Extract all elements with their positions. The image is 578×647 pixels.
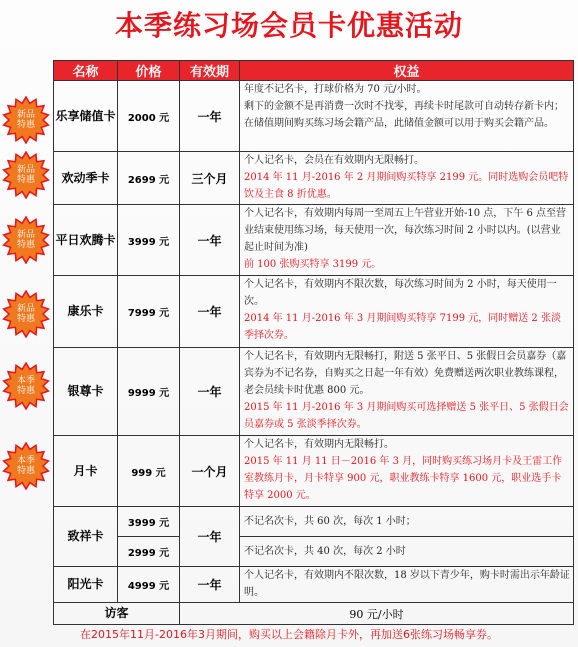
benefit-line: 个人记名卡，会员在有效期内无限畅打。 [244, 155, 424, 166]
badge-text: 新品 特惠 [16, 230, 35, 250]
promo-badge [2, 290, 50, 338]
badge-text: 新品 特惠 [16, 110, 35, 130]
card-period: 一年 [180, 81, 240, 152]
promo-badge [2, 96, 50, 144]
card-period: 一年 [180, 205, 240, 276]
promo-badge [2, 442, 50, 490]
table-row [54, 436, 574, 507]
card-benefits [240, 567, 574, 603]
table-row [54, 567, 574, 603]
benefit-line: 个人记名卡，有效期内无限畅打，附送 5 张平日、5 张假日会员嘉券（嘉宾券为不记名券，自购买之日起一年有效）免费赠送两次职业教练课程，老会员续卡时优惠 800 元。 [244, 351, 567, 396]
card-price: 2000 元 [118, 81, 180, 152]
card-benefits [240, 537, 574, 567]
card-price: 4999 元 [118, 567, 180, 603]
card-name: 平日欢腾卡 [54, 205, 118, 276]
benefit-line: 前 100 张购买特享 3199 元。 [244, 259, 382, 270]
card-benefits [240, 276, 574, 348]
card-price: 999 元 [118, 436, 180, 507]
card-price: 3999 元 [118, 205, 180, 276]
card-benefits [240, 507, 574, 537]
card-period: 一年 [180, 567, 240, 603]
card-benefits [240, 436, 574, 507]
card-price: 7999 元 [118, 276, 180, 348]
benefit-line: 不记名次卡，共 40 次，每次 2 小时 [244, 546, 406, 557]
card-price: 2999 元 [118, 537, 180, 567]
membership-table [53, 60, 574, 625]
benefit-line: 个人记名卡，有效期内不限次数，每次练习时间为 2 小时，每天使用一次。 [244, 279, 557, 307]
card-price: 2699 元 [118, 152, 180, 205]
table-row [54, 603, 574, 625]
benefit-line: 不记名次卡，共 60 次，每次 1 小时； [244, 516, 416, 527]
card-period: 一年 [180, 276, 240, 348]
card-name: 欢动季卡 [54, 152, 118, 205]
benefit-line: 年度不记名卡，打球价格为 70 元/小时。 [244, 84, 427, 95]
table-body [54, 81, 574, 625]
card-name: 阳光卡 [54, 567, 118, 603]
benefit-line: 2014 年 11 月-2016 年 3 月期间购买特享 7199 元，同时赠送 2 张淡季择次券。 [244, 313, 561, 341]
promo-badge [2, 216, 50, 264]
card-benefits [240, 81, 574, 152]
card-period: 一年 [180, 507, 240, 567]
table-row [54, 348, 574, 436]
benefit-line: 剩下的金额不是再消费一次时不找零，再续卡时尾款可自动转存新卡内；在储值期间购买练习场会籍产品，此储值金额可以用于购买会籍产品。 [244, 101, 564, 129]
visitor-price: 90 元/小时 [180, 603, 574, 625]
footer-note: 在2015年11月-2016年3月期间，购买以上会籍除月卡外，再加送6张练习场畅享券。 [80, 628, 498, 641]
header-price: 价格 [118, 61, 180, 81]
header-name: 名称 [54, 61, 118, 81]
table-header-row [54, 61, 574, 81]
card-name: 乐享储值卡 [54, 81, 118, 152]
card-period: 三个月 [180, 152, 240, 205]
card-benefits [240, 152, 574, 205]
card-benefits [240, 205, 574, 276]
card-name: 致祥卡 [54, 507, 118, 567]
header-period: 有效期 [180, 61, 240, 81]
table-row [54, 276, 574, 348]
badge-text: 本季 特惠 [16, 456, 35, 476]
table-row [54, 507, 574, 537]
benefit-line: 2014 年 11 月-2016 年 2 月期间购买特享 2199 元。同时选购会员吧特饮及主食 8 折优惠。 [244, 172, 569, 200]
header-benefits: 权益 [240, 61, 574, 81]
badge-text: 本季 特惠 [16, 376, 35, 396]
table-row [54, 537, 574, 567]
table-row [54, 152, 574, 205]
table-row [54, 205, 574, 276]
badge-text: 新品 特惠 [16, 165, 35, 185]
visitor-name: 访客 [54, 603, 180, 625]
benefit-line: 2015 年 11 月-2016 年 3 月期间购买可选择赠送 5 张平日、5 张假日会员嘉券或 5 张淡季择次券。 [244, 402, 569, 430]
card-name: 银尊卡 [54, 348, 118, 436]
table-row [54, 81, 574, 152]
benefit-line: 个人记名卡，有效期内每周一至周五上午营业开始-10 点，下午 6 点至营业结束使用练习场，每天使用一次，每次练习时间 2 小时以内。(以营业起止时间为准) [244, 208, 567, 253]
card-name: 月卡 [54, 436, 118, 507]
page-title: 本季练习场会员卡优惠活动 [114, 9, 463, 42]
card-benefits [240, 348, 574, 436]
card-period: 一个月 [180, 436, 240, 507]
benefit-line: 个人记名卡，有效期内不限次数，18 岁以下青少年，购卡时需出示年龄证明。 [244, 570, 570, 598]
benefit-line: 2015 年 11 月 11 日－2016 年 3 月，同时购买练习场月卡及王雷工作室教练月卡，月卡特享 900 元，职业教练卡特享 1600 元，职业选手卡特享 2000 元。 [244, 456, 563, 501]
card-period: 一年 [180, 348, 240, 436]
card-price: 3999 元 [118, 507, 180, 537]
promo-badge [2, 151, 50, 199]
card-price: 9999 元 [118, 348, 180, 436]
card-name: 康乐卡 [54, 276, 118, 348]
badge-text: 新品 特惠 [16, 304, 35, 324]
benefit-line: 个人记名卡，有效期内无限畅打。 [244, 439, 394, 450]
promo-badge [2, 362, 50, 410]
